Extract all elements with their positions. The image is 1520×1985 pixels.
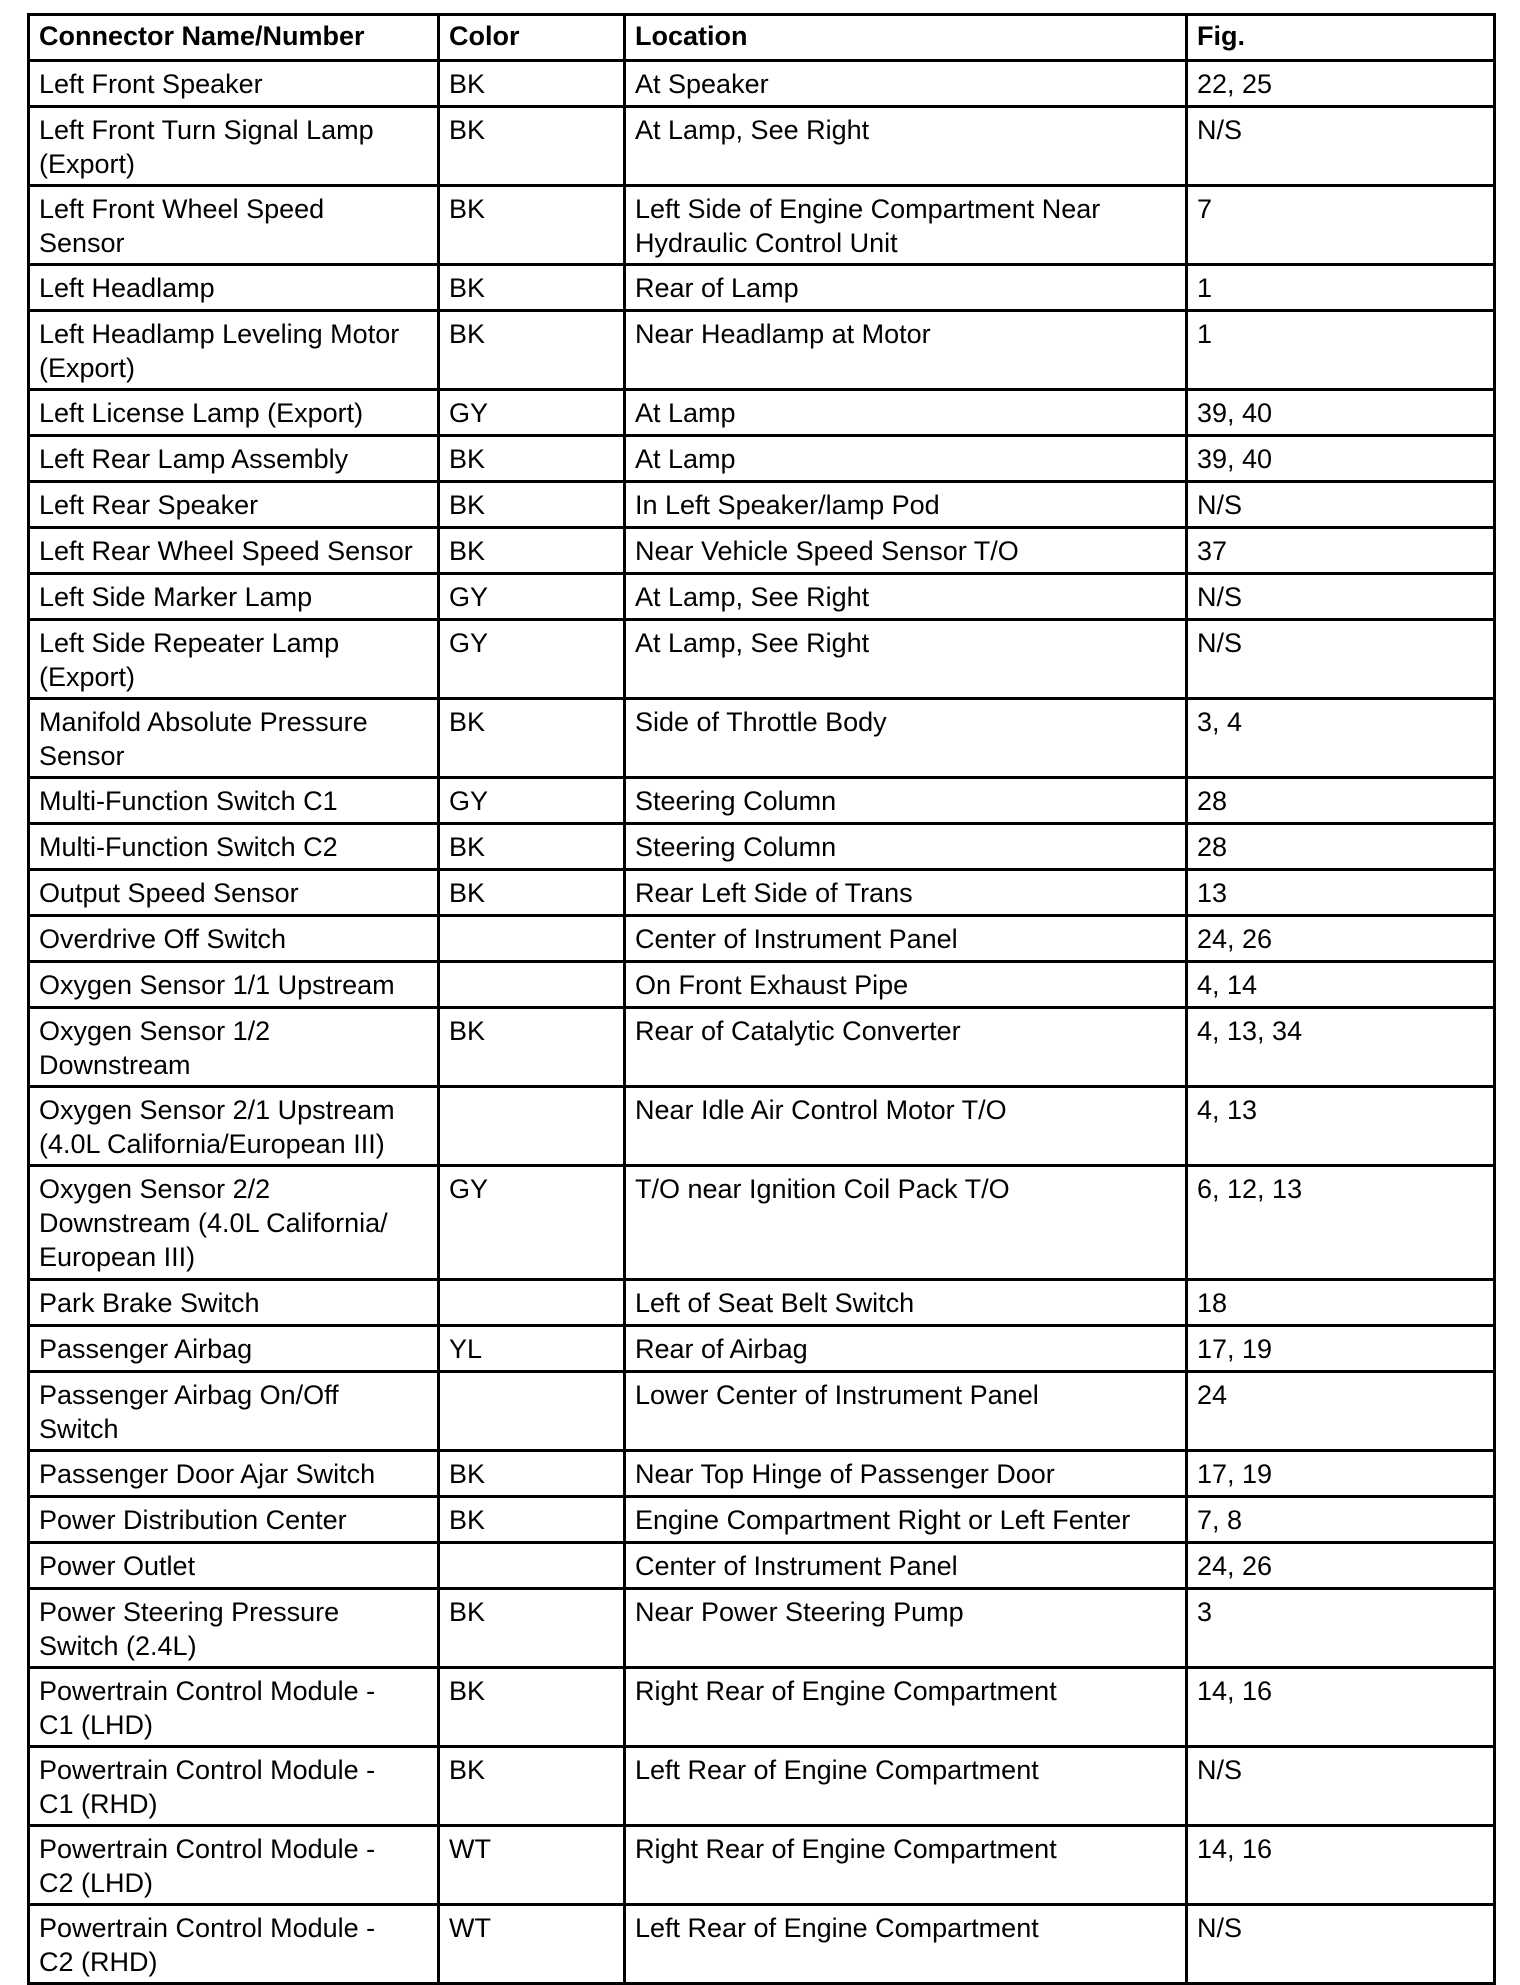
fig-cell: 7, 8 — [1187, 1497, 1495, 1543]
location-cell: Near Top Hinge of Passenger Door — [625, 1451, 1187, 1497]
color-cell: BK — [439, 870, 625, 916]
color-cell: GY — [439, 778, 625, 824]
table-row — [29, 186, 1495, 265]
fig-cell: 24, 26 — [1187, 1543, 1495, 1589]
table-row — [29, 620, 1495, 699]
header-location: Location — [625, 15, 1187, 61]
fig-cell: N/S — [1187, 1747, 1495, 1826]
color-cell — [439, 1372, 625, 1451]
connector-name-cell: Oxygen Sensor 1/2 Downstream — [29, 1008, 439, 1087]
connector-name-cell: Oxygen Sensor 2/2 Downstream (4.0L California/ European III) — [29, 1166, 439, 1280]
fig-cell: 17, 19 — [1187, 1326, 1495, 1372]
connector-name-cell: Multi-Function Switch C2 — [29, 824, 439, 870]
color-cell: BK — [439, 186, 625, 265]
location-cell: Near Idle Air Control Motor T/O — [625, 1087, 1187, 1166]
fig-cell: 22, 25 — [1187, 61, 1495, 107]
header-fig: Fig. — [1187, 15, 1495, 61]
table-row — [29, 1668, 1495, 1747]
fig-cell: 6, 12, 13 — [1187, 1166, 1495, 1280]
table-row — [29, 1087, 1495, 1166]
color-cell: GY — [439, 390, 625, 436]
color-cell: BK — [439, 265, 625, 311]
connector-name-cell: Output Speed Sensor — [29, 870, 439, 916]
connector-name-cell: Power Steering Pressure Switch (2.4L) — [29, 1589, 439, 1668]
connector-name-cell: Powertrain Control Module - C2 (LHD) — [29, 1826, 439, 1905]
color-cell: BK — [439, 311, 625, 390]
color-cell: GY — [439, 1166, 625, 1280]
location-cell: At Lamp, See Right — [625, 620, 1187, 699]
fig-cell: 24, 26 — [1187, 916, 1495, 962]
location-cell: In Left Speaker/lamp Pod — [625, 482, 1187, 528]
table-row — [29, 390, 1495, 436]
table-row — [29, 870, 1495, 916]
connector-name-cell: Left Side Repeater Lamp (Export) — [29, 620, 439, 699]
table-row — [29, 1451, 1495, 1497]
color-cell: GY — [439, 574, 625, 620]
location-cell: Left Rear of Engine Compartment — [625, 1905, 1187, 1984]
fig-cell: 3 — [1187, 1589, 1495, 1668]
location-cell: At Lamp, See Right — [625, 107, 1187, 186]
color-cell — [439, 1543, 625, 1589]
connector-name-cell: Left Rear Wheel Speed Sensor — [29, 528, 439, 574]
fig-cell: 18 — [1187, 1280, 1495, 1326]
color-cell — [439, 1280, 625, 1326]
location-cell: At Lamp, See Right — [625, 574, 1187, 620]
table-header-row — [29, 15, 1495, 61]
location-cell: Left Side of Engine Compartment Near Hydraulic Control Unit — [625, 186, 1187, 265]
color-cell: BK — [439, 436, 625, 482]
connector-name-cell: Left Front Wheel Speed Sensor — [29, 186, 439, 265]
connector-table-page — [27, 13, 1493, 1985]
location-cell: T/O near Ignition Coil Pack T/O — [625, 1166, 1187, 1280]
fig-cell: 13 — [1187, 870, 1495, 916]
connector-name-cell: Left Headlamp — [29, 265, 439, 311]
color-cell: BK — [439, 107, 625, 186]
color-cell: BK — [439, 699, 625, 778]
table-row — [29, 265, 1495, 311]
color-cell: BK — [439, 824, 625, 870]
fig-cell: 17, 19 — [1187, 1451, 1495, 1497]
connector-name-cell: Passenger Door Ajar Switch — [29, 1451, 439, 1497]
location-cell: Steering Column — [625, 824, 1187, 870]
fig-cell: 3, 4 — [1187, 699, 1495, 778]
location-cell: At Speaker — [625, 61, 1187, 107]
fig-cell: N/S — [1187, 107, 1495, 186]
fig-cell: 14, 16 — [1187, 1668, 1495, 1747]
location-cell: Center of Instrument Panel — [625, 1543, 1187, 1589]
fig-cell: 7 — [1187, 186, 1495, 265]
connector-name-cell: Left Front Turn Signal Lamp (Export) — [29, 107, 439, 186]
location-cell: Rear of Airbag — [625, 1326, 1187, 1372]
color-cell: BK — [439, 528, 625, 574]
table-row — [29, 436, 1495, 482]
fig-cell: 37 — [1187, 528, 1495, 574]
fig-cell: N/S — [1187, 482, 1495, 528]
connector-name-cell: Overdrive Off Switch — [29, 916, 439, 962]
fig-cell: N/S — [1187, 620, 1495, 699]
connector-name-cell: Oxygen Sensor 2/1 Upstream (4.0L California/European III) — [29, 1087, 439, 1166]
connector-name-cell: Left Rear Lamp Assembly — [29, 436, 439, 482]
connector-name-cell: Passenger Airbag — [29, 1326, 439, 1372]
table-row — [29, 1008, 1495, 1087]
location-cell: Rear of Catalytic Converter — [625, 1008, 1187, 1087]
location-cell: Center of Instrument Panel — [625, 916, 1187, 962]
location-cell: Left Rear of Engine Compartment — [625, 1747, 1187, 1826]
table-row — [29, 1905, 1495, 1984]
table-row — [29, 699, 1495, 778]
color-cell — [439, 916, 625, 962]
location-cell: Rear Left Side of Trans — [625, 870, 1187, 916]
color-cell: BK — [439, 482, 625, 528]
table-row — [29, 574, 1495, 620]
connector-name-cell: Power Outlet — [29, 1543, 439, 1589]
location-cell: Rear of Lamp — [625, 265, 1187, 311]
table-row — [29, 528, 1495, 574]
location-cell: Near Power Steering Pump — [625, 1589, 1187, 1668]
connector-name-cell: Left Rear Speaker — [29, 482, 439, 528]
table-row — [29, 482, 1495, 528]
color-cell — [439, 962, 625, 1008]
location-cell: Right Rear of Engine Compartment — [625, 1668, 1187, 1747]
table-row — [29, 1166, 1495, 1280]
color-cell: WT — [439, 1905, 625, 1984]
color-cell: BK — [439, 1497, 625, 1543]
location-cell: Steering Column — [625, 778, 1187, 824]
table-row — [29, 1497, 1495, 1543]
fig-cell: 39, 40 — [1187, 390, 1495, 436]
connector-name-cell: Powertrain Control Module - C1 (LHD) — [29, 1668, 439, 1747]
fig-cell: 28 — [1187, 824, 1495, 870]
connector-name-cell: Left Front Speaker — [29, 61, 439, 107]
table-row — [29, 1543, 1495, 1589]
color-cell: GY — [439, 620, 625, 699]
color-cell: WT — [439, 1826, 625, 1905]
location-cell: At Lamp — [625, 436, 1187, 482]
connector-name-cell: Powertrain Control Module - C2 (RHD) — [29, 1905, 439, 1984]
fig-cell: N/S — [1187, 574, 1495, 620]
table-body — [29, 61, 1495, 1984]
fig-cell: 1 — [1187, 265, 1495, 311]
table-row — [29, 778, 1495, 824]
connector-table — [27, 13, 1496, 1985]
location-cell: On Front Exhaust Pipe — [625, 962, 1187, 1008]
location-cell: Right Rear of Engine Compartment — [625, 1826, 1187, 1905]
connector-name-cell: Left License Lamp (Export) — [29, 390, 439, 436]
connector-name-cell: Multi-Function Switch C1 — [29, 778, 439, 824]
color-cell: BK — [439, 1451, 625, 1497]
connector-name-cell: Manifold Absolute Pressure Sensor — [29, 699, 439, 778]
connector-name-cell: Oxygen Sensor 1/1 Upstream — [29, 962, 439, 1008]
fig-cell: 28 — [1187, 778, 1495, 824]
color-cell: BK — [439, 1747, 625, 1826]
location-cell: Near Vehicle Speed Sensor T/O — [625, 528, 1187, 574]
header-color: Color — [439, 15, 625, 61]
table-row — [29, 824, 1495, 870]
connector-name-cell: Park Brake Switch — [29, 1280, 439, 1326]
fig-cell: 4, 13 — [1187, 1087, 1495, 1166]
table-row — [29, 1372, 1495, 1451]
fig-cell: 4, 14 — [1187, 962, 1495, 1008]
color-cell: BK — [439, 1589, 625, 1668]
table-row — [29, 1826, 1495, 1905]
location-cell: At Lamp — [625, 390, 1187, 436]
location-cell: Lower Center of Instrument Panel — [625, 1372, 1187, 1451]
table-row — [29, 916, 1495, 962]
table-row — [29, 61, 1495, 107]
color-cell: BK — [439, 1668, 625, 1747]
location-cell: Near Headlamp at Motor — [625, 311, 1187, 390]
table-row — [29, 1589, 1495, 1668]
table-row — [29, 962, 1495, 1008]
table-row — [29, 1747, 1495, 1826]
header-connector-name: Connector Name/Number — [29, 15, 439, 61]
location-cell: Left of Seat Belt Switch — [625, 1280, 1187, 1326]
fig-cell: 1 — [1187, 311, 1495, 390]
fig-cell: 39, 40 — [1187, 436, 1495, 482]
connector-name-cell: Power Distribution Center — [29, 1497, 439, 1543]
connector-name-cell: Passenger Airbag On/Off Switch — [29, 1372, 439, 1451]
connector-name-cell: Left Headlamp Leveling Motor (Export) — [29, 311, 439, 390]
color-cell: BK — [439, 61, 625, 107]
color-cell — [439, 1087, 625, 1166]
connector-name-cell: Left Side Marker Lamp — [29, 574, 439, 620]
fig-cell: 24 — [1187, 1372, 1495, 1451]
table-row — [29, 311, 1495, 390]
table-row — [29, 1326, 1495, 1372]
fig-cell: 4, 13, 34 — [1187, 1008, 1495, 1087]
table-row — [29, 107, 1495, 186]
connector-name-cell: Powertrain Control Module - C1 (RHD) — [29, 1747, 439, 1826]
color-cell: YL — [439, 1326, 625, 1372]
location-cell: Side of Throttle Body — [625, 699, 1187, 778]
location-cell: Engine Compartment Right or Left Fenter — [625, 1497, 1187, 1543]
table-row — [29, 1280, 1495, 1326]
fig-cell: 14, 16 — [1187, 1826, 1495, 1905]
color-cell: BK — [439, 1008, 625, 1087]
fig-cell: N/S — [1187, 1905, 1495, 1984]
